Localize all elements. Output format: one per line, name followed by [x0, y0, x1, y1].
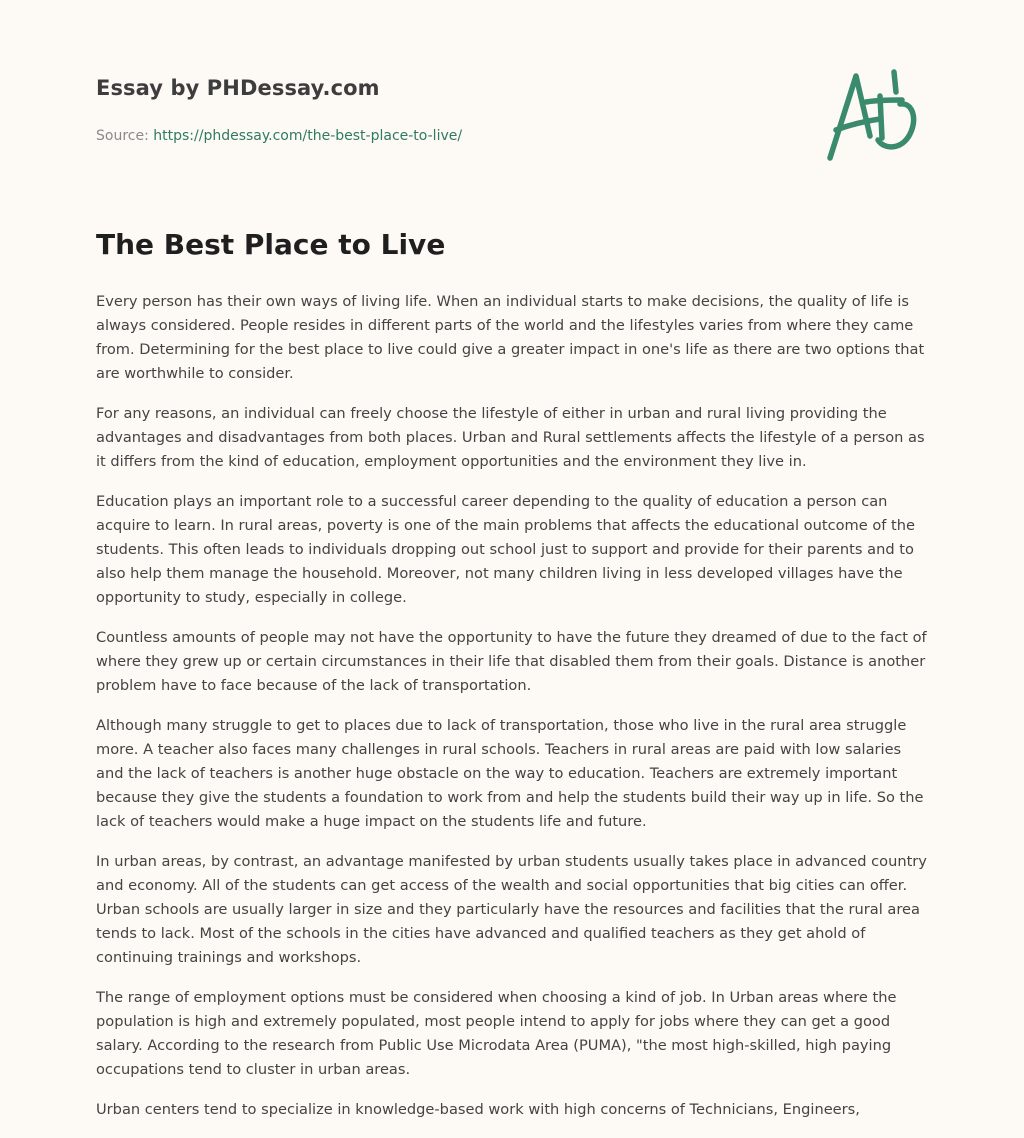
a-plus-logo-icon — [822, 66, 932, 166]
essay-paragraph: Every person has their own ways of living life. When an individual starts to make decisions, the quality of life is always considered. People resides in different parts of the world and the lifestyles varies from where they came from. Determining for the best place to live could give a greater impact in one's life as there are two options that are worthwhile to consider. — [96, 293, 925, 382]
essay-paragraph: In urban areas, by contrast, an advantage manifested by urban students usually takes place in advanced country and economy. All of the students can get access of the wealth and social opportunities that big cities can offer. Urban schools are usually larger in size and they particularly have the resources and facilities that the rural area tends to lack. Most of the schools in the cities have advanced and qualified teachers as they get ahold of continuing trainings and workshops. — [96, 853, 927, 966]
essay-paragraph: The range of employment options must be considered when choosing a kind of job. In Urban areas where the population is high and extremely populated, most people intend to apply for jobs where they can get a good salary. According to the research from Public Use Microdata Area (PUMA), "the most high-skilled, high paying occupations tend to cluster in urban areas. — [96, 989, 897, 1078]
essay-paragraph: Education plays an important role to a successful career depending to the quality of education a person can acquire to learn. In rural areas, poverty is one of the main problems that affects the educational outcome of the students. This often leads to individuals dropping out school just to support and provide for their parents and to also help them manage the household. Moreover, not many children living in less developed villages have the opportunity to study, especially in college. — [96, 493, 916, 606]
page-header — [96, 76, 796, 144]
source-label: Source: — [96, 128, 149, 144]
brand-title: Essay by PHDessay.com — [96, 76, 380, 100]
essay-paragraph: Although many struggle to get to places due to lack of transportation, those who live in the rural area struggle more. A teacher also faces many challenges in rural schools. Teachers in rural areas are paid with low salaries and the lack of teachers is another huge obstacle on the way to education. Teachers are extremely important because they give the students a foundation to work from and help the students build their way up in life. So the lack of teachers would make a huge impact on the students life and future. — [96, 717, 924, 830]
essay-paragraph: For any reasons, an individual can freely choose the lifestyle of either in urban and rural living providing the advantages and disadvantages from both places. Urban and Rural settlements affects the lifestyle of a person as it differs from the kind of education, employment opportunities and the environment they live in. — [96, 405, 925, 470]
essay-paragraph: Countless amounts of people may not have the opportunity to have the future they dreamed of due to the fact of where they grew up or certain circumstances in their life that disabled them from their goals. Distance is another problem have to face because of the lack of transportation. — [96, 629, 927, 694]
source-line — [96, 128, 796, 144]
essay-title: The Best Place to Live — [96, 228, 446, 261]
source-link[interactable]: https://phdessay.com/the-best-place-to-live/ — [153, 128, 463, 144]
essay-content — [96, 226, 932, 1138]
essay-paragraph: Urban centers tend to specialize in knowledge-based work with high concerns of Technicians, Engineers, — [96, 1101, 860, 1118]
